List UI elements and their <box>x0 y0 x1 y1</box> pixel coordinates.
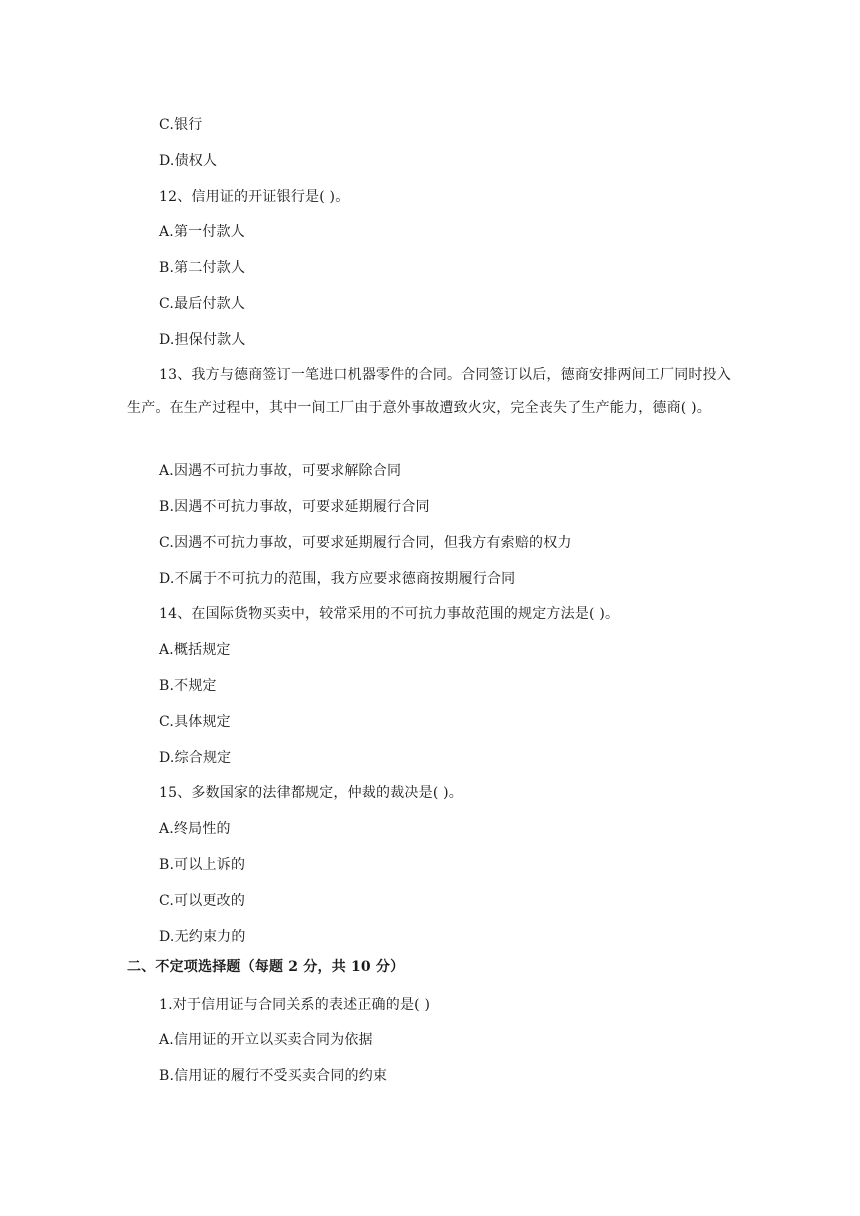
option-s2q1-a: A.信用证的开立以买卖合同为依据 <box>159 1032 373 1048</box>
option-q13-d: D.不属于不可抗力的范围，我方应要求德商按期履行合同 <box>159 571 516 587</box>
option-q15-b: B.可以上诉的 <box>159 857 246 873</box>
option-q14-d: D.综合规定 <box>159 750 232 766</box>
question-13: 13、我方与德商签订一笔进口机器零件的合同。合同签订以后，德商安排两间工厂同时投入生产。在生产过程中，其中一间工厂由于意外事故遭致火灾，完全丧失了生产能力，德商( )。 <box>127 367 732 416</box>
option-q14-b: B.不规定 <box>159 678 217 694</box>
question-14: 14、在国际货物买卖中，较常采用的不可抗力事故范围的规定方法是( )。 <box>159 606 620 622</box>
option-q13-a: A.因遇不可抗力事故，可要求解除合同 <box>159 463 402 479</box>
section2-question-1: 1.对于信用证与合同关系的表述正确的是( ) <box>159 997 431 1013</box>
option-q15-d: D.无约束力的 <box>159 929 246 945</box>
option-q12-c: C.最后付款人 <box>159 296 246 312</box>
option-q15-c: C.可以更改的 <box>159 893 246 909</box>
option-s2q1-b: B.信用证的履行不受买卖合同的约束 <box>159 1068 388 1084</box>
section-heading-2: 二、不定项选择题（每题 2 分，共 10 分） <box>127 959 405 975</box>
option-q13-c: C.因遇不可抗力事故，可要求延期履行合同，但我方有索赔的权力 <box>159 535 572 551</box>
question-12: 12、信用证的开证银行是( )。 <box>159 189 350 205</box>
option-q13-b: B.因遇不可抗力事故，可要求延期履行合同 <box>159 499 430 515</box>
option-q14-c: C.具体规定 <box>159 714 231 730</box>
option-q15-a: A.终局性的 <box>159 821 231 837</box>
option-q12-b: B.第二付款人 <box>159 260 246 276</box>
option-q12-d: D.担保付款人 <box>159 332 246 348</box>
option-q14-a: A.概括规定 <box>159 642 231 658</box>
option-q12-a: A.第一付款人 <box>159 224 245 240</box>
option-q11-d: D.债权人 <box>159 153 218 169</box>
option-q11-c: C.银行 <box>159 117 203 133</box>
question-15: 15、多数国家的法律都规定，仲裁的裁决是( )。 <box>159 785 463 801</box>
